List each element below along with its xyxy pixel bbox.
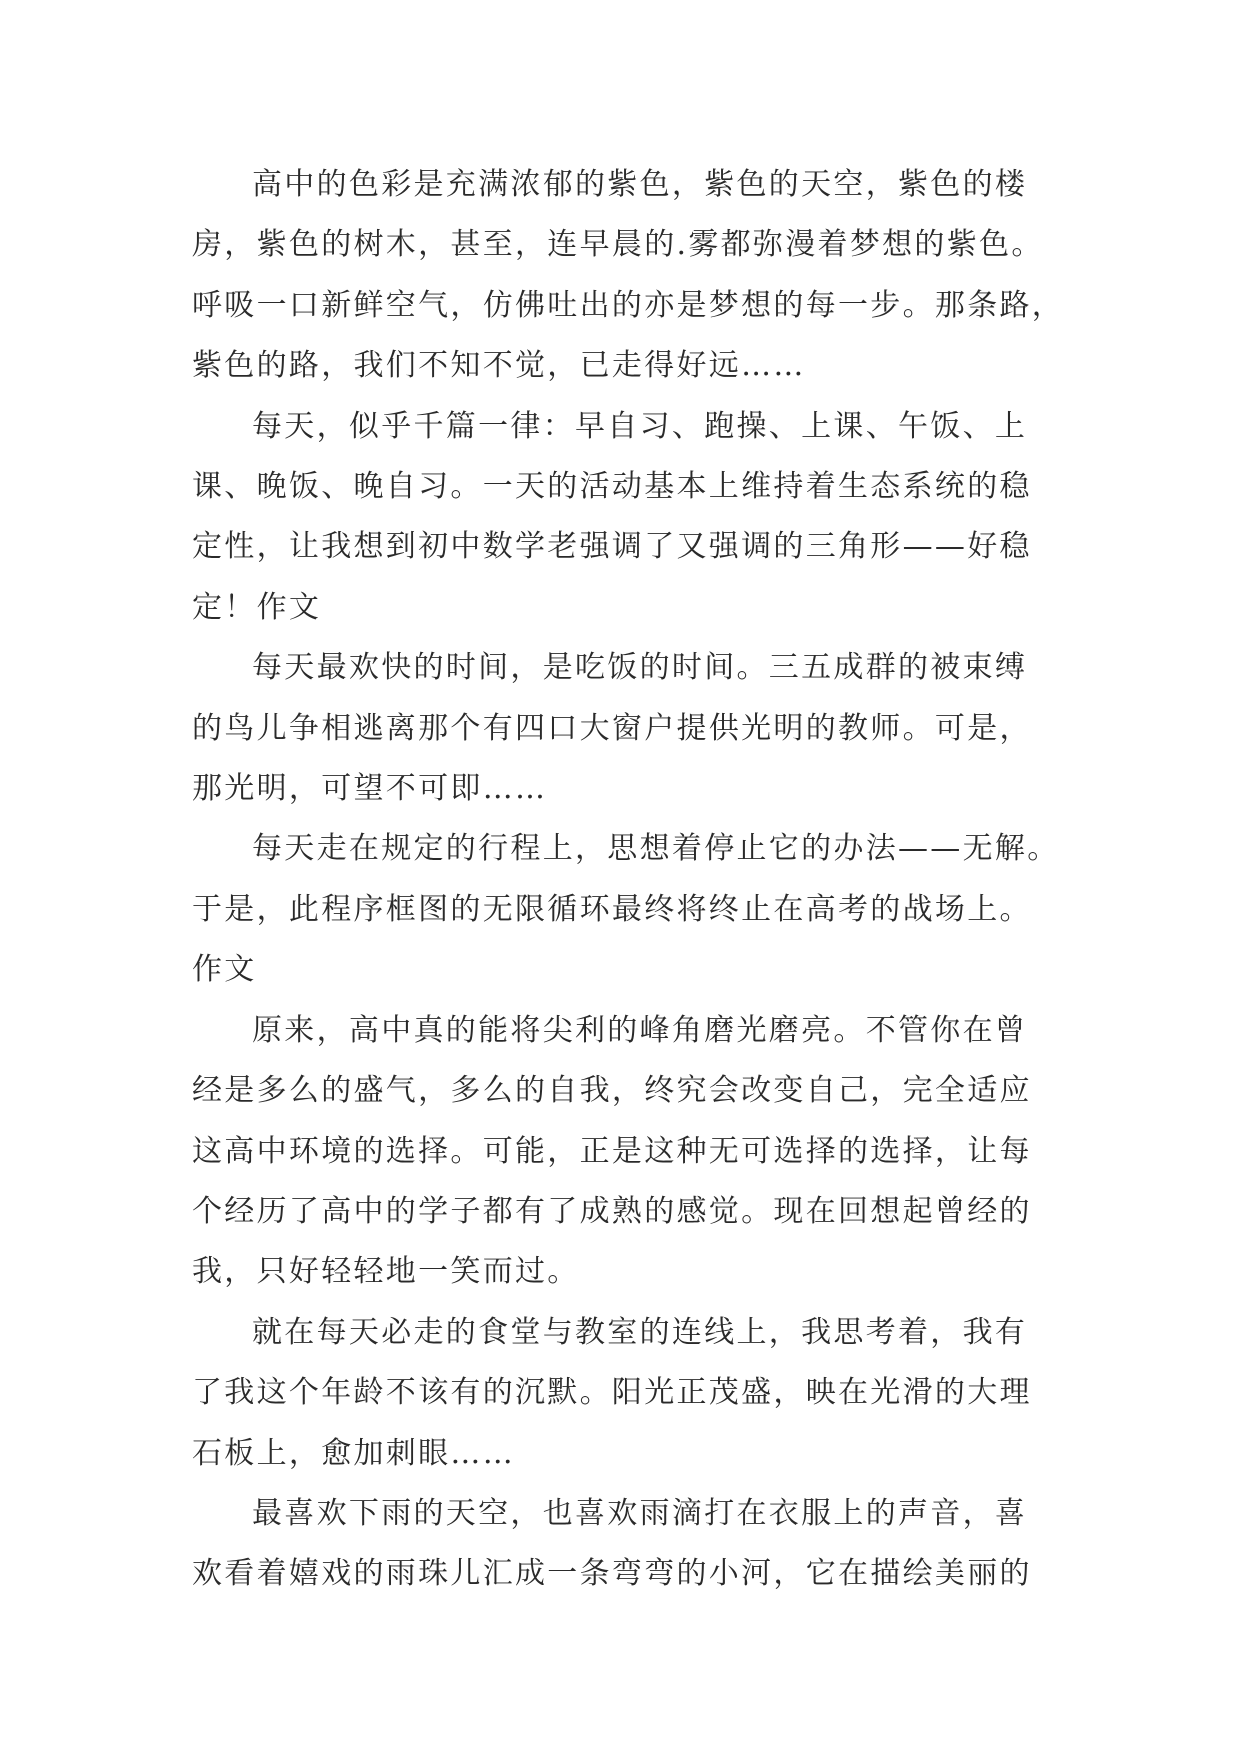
paragraph-1 (192, 155, 1064, 397)
text-line: 于是，此程序框图的无限循环最终将终止在高考的战场上。 (192, 891, 1032, 927)
text-line: 呼吸一口新鲜空气，仿佛吐出的亦是梦想的每一步。那条路， (192, 287, 1065, 323)
text-line: 了我这个年龄不该有的沉默。阳光正茂盛，映在光滑的大理 (192, 1375, 1032, 1411)
paragraph-4 (192, 819, 1064, 1000)
text-line: 紫色的路，我们不知不觉，已走得好远…… (192, 348, 806, 384)
paragraph-5 (192, 1001, 1064, 1303)
essay-body (192, 155, 1064, 1605)
text-line: 定性，让我想到初中数学老强调了又强调的三角形——好稳 (192, 529, 1032, 565)
text-line: 原来，高中真的能将尖利的峰角磨光磨亮。不管你在曾 (252, 1012, 1028, 1048)
text-line: 这高中环境的选择。可能，正是这种无可选择的选择，让每 (192, 1133, 1032, 1169)
paragraph-2 (192, 397, 1064, 639)
text-line: 每天最欢快的时间，是吃饭的时间。三五成群的被束缚 (252, 650, 1028, 686)
text-line: 每天走在规定的行程上，思想着停止它的办法——无解。 (252, 831, 1060, 867)
text-line: 最喜欢下雨的天空，也喜欢雨滴打在衣服上的声音，喜 (252, 1495, 1028, 1531)
text-line: 个经历了高中的学子都有了成熟的感觉。现在回想起曾经的 (192, 1193, 1032, 1229)
text-line: 石板上，愈加刺眼…… (192, 1435, 515, 1471)
text-line: 经是多么的盛气，多么的自我，终究会改变自己，完全适应 (192, 1073, 1032, 1109)
paragraph-7 (192, 1484, 1064, 1605)
text-line: 我，只好轻轻地一笑而过。 (192, 1254, 580, 1290)
text-line: 课、晚饭、晚自习。一天的活动基本上维持着生态系统的稳 (192, 469, 1032, 505)
text-line: 作文 (192, 952, 257, 988)
paragraph-3 (192, 638, 1064, 819)
text-line: 高中的色彩是充满浓郁的紫色，紫色的天空，紫色的楼 (252, 167, 1028, 202)
text-line: 房，紫色的树木，甚至，连早晨的.雾都弥漫着梦想的紫色。 (192, 227, 1044, 263)
text-line: 欢看着嬉戏的雨珠儿汇成一条弯弯的小河，它在描绘美丽的 (192, 1556, 1032, 1592)
paragraph-6 (192, 1303, 1064, 1484)
text-line: 定！作文 (192, 589, 322, 625)
text-line: 就在每天必走的食堂与教室的连线上，我思考着，我有 (252, 1314, 1028, 1350)
text-line: 那光明，可望不可即…… (192, 771, 548, 807)
text-line: 每天，似乎千篇一律：早自习、跑操、上课、午饭、上 (252, 408, 1028, 444)
text-line: 的鸟儿争相逃离那个有四口大窗户提供光明的教师。可是， (192, 710, 1032, 746)
